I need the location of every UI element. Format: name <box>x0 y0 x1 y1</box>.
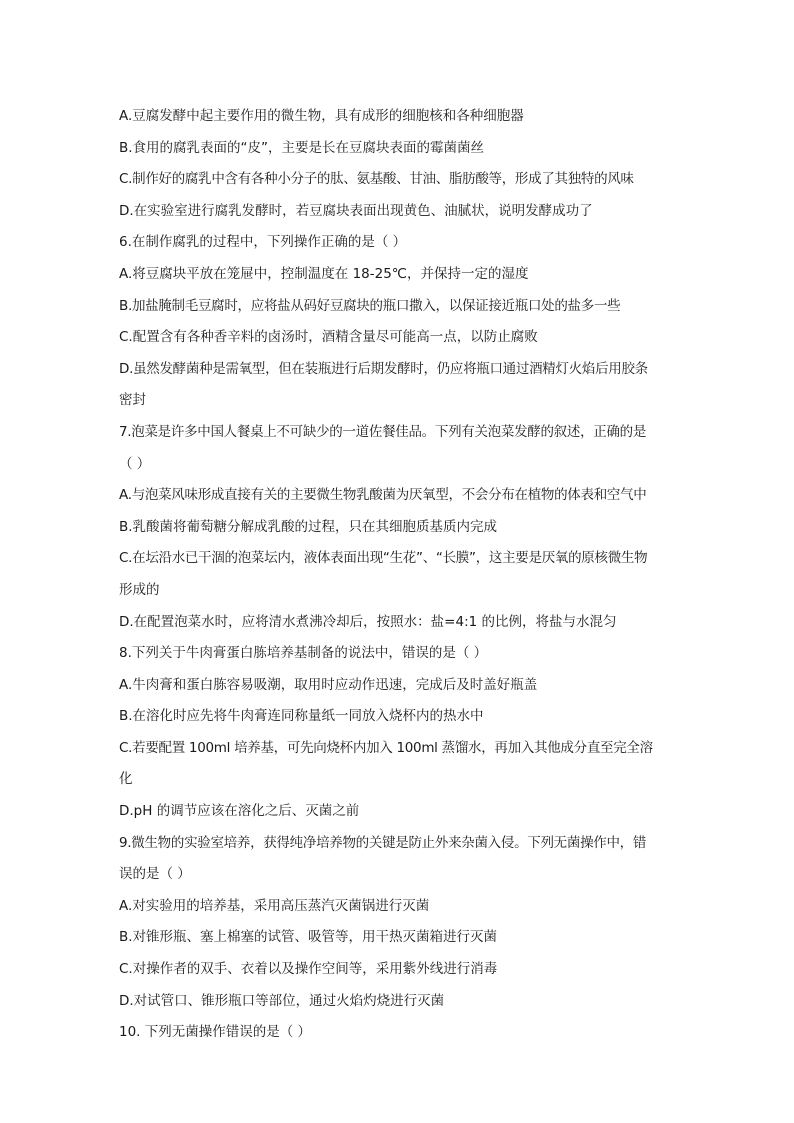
option-line: A.将豆腐块平放在笼屉中，控制温度在 18-25℃，并保持一定的湿度 <box>119 265 529 282</box>
option-line: C.在坛沿水已干涸的泡菜坛内，液体表面出现“生花”、“长膜”，这主要是厌氧的原核微生物 <box>119 550 648 567</box>
option-line-continued: 密封 <box>119 392 146 409</box>
option-line: A.豆腐发酵中起主要作用的微生物，具有成形的细胞核和各种细胞器 <box>119 108 524 124</box>
question-8: 8.下列关于牛肉膏蛋白胨培养基制备的说法中，错误的是（ ） <box>119 645 488 662</box>
option-line: C.若要配置 100ml 培养基，可先向烧杯内加入 100ml 蒸馏水，再加入其他成分直至完全溶 <box>119 739 653 756</box>
option-line: C.对操作者的双手、衣着以及操作空间等，采用紫外线进行消毒 <box>119 961 498 978</box>
option-line: A.与泡菜风味形成直接有关的主要微生物乳酸菌为厌氧型，不会分布在植物的体表和空气中 <box>119 487 647 504</box>
option-line: B.乳酸菌将葡萄糖分解成乳酸的过程，只在其细胞质基质内完成 <box>119 518 498 535</box>
option-line: A.对实验用的培养基，采用高压蒸汽灭菌锅进行灭菌 <box>119 897 430 914</box>
question-9: 9.微生物的实验室培养，获得纯净培养物的关键是防止外来杂菌入侵。下列无菌操作中，错 <box>119 834 647 851</box>
question-10: 10. 下列无菌操作错误的是（ ） <box>119 1024 312 1041</box>
option-line: C.制作好的腐乳中含有各种小分子的肽、氨基酸、甘油、脂肪酸等，形成了其独特的风味 <box>119 171 634 188</box>
option-line: D.在实验室进行腐乳发酵时，若豆腐块表面出现黄色、油腻状，说明发酵成功了 <box>119 202 593 219</box>
option-line: C.配置含有各种香辛料的卤汤时，酒精含量尽可能高一点，以防止腐败 <box>119 329 538 346</box>
document-body <box>119 101 679 1049</box>
option-line: A.牛肉膏和蛋白胨容易吸潮，取用时应动作迅速，完成后及时盖好瓶盖 <box>119 676 538 693</box>
option-line: B.食用的腐乳表面的“皮”，主要是长在豆腐块表面的霉菌菌丝 <box>119 139 485 156</box>
question-9-continued: 误的是（ ） <box>119 866 191 883</box>
option-line: B.在溶化时应先将牛肉膏连同称量纸一同放入烧杯内的热水中 <box>119 708 484 725</box>
option-line: B.加盐腌制毛豆腐时，应将盐从码好豆腐块的瓶口撒入，以保证接近瓶口处的盐多一些 <box>119 297 621 314</box>
option-line-continued: 化 <box>119 771 133 788</box>
option-line-continued: 形成的 <box>119 581 160 598</box>
option-line: B.对锥形瓶、塞上棉塞的试管、吸管等，用干热灭菌箱进行灭菌 <box>119 929 498 946</box>
question-7-continued: （ ） <box>119 455 151 472</box>
option-line: D.在配置泡菜水时，应将清水煮沸冷却后，按照水：盐=4:1 的比例，将盐与水混匀 <box>119 613 617 630</box>
question-6: 6.在制作腐乳的过程中，下列操作正确的是（ ） <box>119 234 407 251</box>
option-line: D.虽然发酵菌种是需氧型，但在装瓶进行后期发酵时，仍应将瓶口通过酒精灯火焰后用胶条 <box>119 360 648 377</box>
option-line: D.pH 的调节应该在溶化之后、灭菌之前 <box>119 803 360 820</box>
option-line: D.对试管口、锥形瓶口等部位，通过火焰灼烧进行灭菌 <box>119 992 445 1009</box>
question-7: 7.泡菜是许多中国人餐桌上不可缺少的一道佐餐佳品。下列有关泡菜发酵的叙述，正确的是 <box>119 423 647 440</box>
